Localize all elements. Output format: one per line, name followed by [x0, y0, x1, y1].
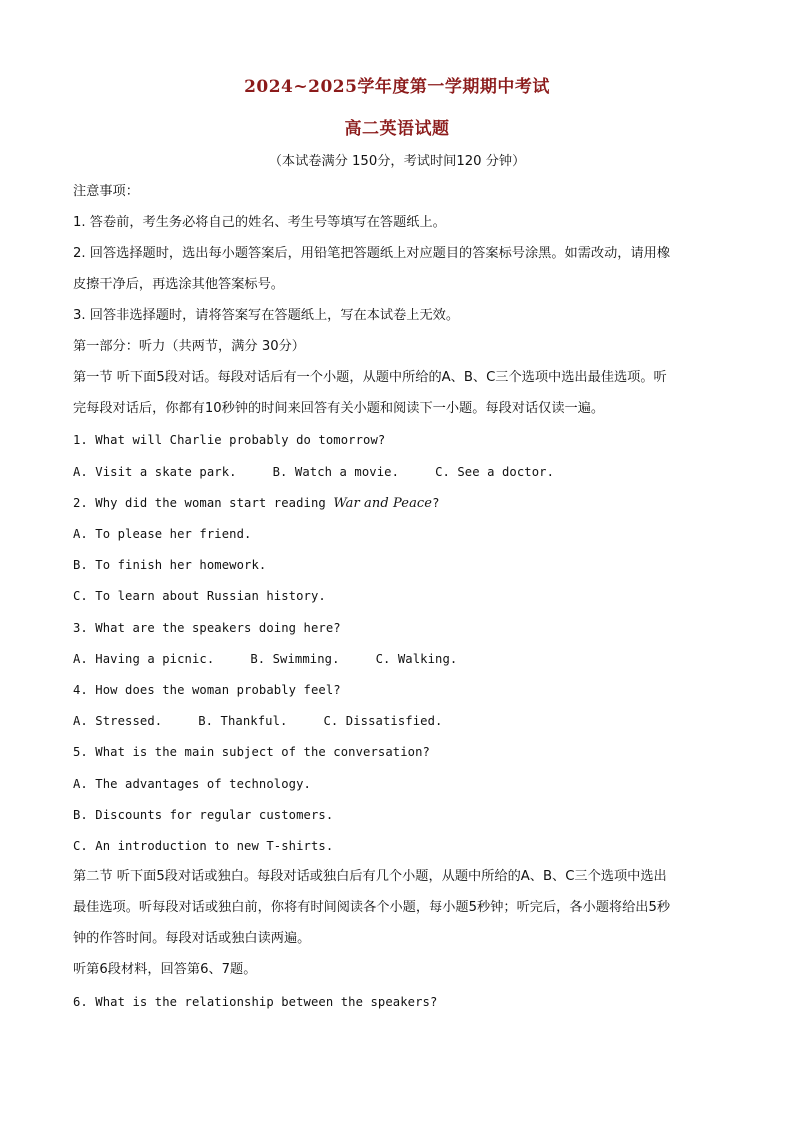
part1-heading: 第一部分：听力（共两节，满分 30分）	[73, 339, 305, 354]
section2-instructions-b: 最佳选项。听每段对话或独白前，你将有时间阅读各个小题，每小题5秒钟；听完后，各小题将给出5秒	[73, 900, 671, 915]
q1-option-b: B. Watch a movie.	[272, 465, 400, 479]
q2-option-a: A. To please her friend.	[73, 527, 252, 541]
q1-option-a: A. Visit a skate park.	[73, 465, 237, 479]
question-6-stem: 6. What is the relationship between the speakers?	[73, 995, 438, 1009]
q3-option-b: B. Swimming.	[250, 652, 340, 666]
q5-option-c: C. An introduction to new T-shirts.	[73, 839, 334, 853]
section1-instructions-a: 第一节 听下面5段对话。每段对话后有一个小题，从题中所给的A、B、C三个选项中选出最佳选项。听	[73, 370, 667, 385]
section1-instructions-b: 完每段对话后，你都有10秒钟的时间来回答有关小题和阅读下一小题。每段对话仅读一遍。	[73, 401, 605, 416]
question-2-stem	[73, 493, 733, 514]
exam-subtitle: 高二英语试题	[344, 119, 450, 139]
instructions-heading: 注意事项：	[73, 184, 139, 199]
section2-instructions-c: 钟的作答时间。每段对话或独白读两遍。	[73, 931, 311, 946]
instruction-item-1: 1. 答卷前，考生务必将自己的姓名、考生号等填写在答题纸上。	[73, 215, 446, 230]
q2-book-title: War and Peace	[333, 496, 433, 511]
instruction-item-2b: 皮擦干净后，再选涂其他答案标号。	[73, 277, 284, 292]
material-6-heading: 听第6段材料，回答第6、7题。	[73, 962, 257, 977]
q2-stem-post: ?	[432, 496, 440, 510]
question-4-options	[73, 711, 733, 731]
instruction-item-3: 3. 回答非选择题时，请将答案写在答题纸上，写在本试卷上无效。	[73, 308, 460, 323]
instruction-item-2a: 2. 回答选择题时，选出每小题答案后，用铅笔把答题纸上对应题目的答案标号涂黑。如需改动，请用橡	[73, 246, 671, 261]
question-1-stem: 1. What will Charlie probably do tomorrow?	[73, 433, 386, 447]
q1-option-c: C. See a doctor.	[435, 465, 555, 479]
q4-option-c: C. Dissatisfied.	[323, 714, 443, 728]
exam-title: 2024~2025学年度第一学期期中考试	[244, 77, 550, 97]
q2-option-b: B. To finish her homework.	[73, 558, 267, 572]
question-5-stem: 5. What is the main subject of the conversation?	[73, 745, 430, 759]
question-3-options	[73, 649, 733, 669]
q4-option-a: A. Stressed.	[73, 714, 163, 728]
q3-option-c: C. Walking.	[375, 652, 458, 666]
q3-option-a: A. Having a picnic.	[73, 652, 215, 666]
q2-option-c: C. To learn about Russian history.	[73, 589, 326, 603]
q5-option-b: B. Discounts for regular customers.	[73, 808, 334, 822]
q5-option-a: A. The advantages of technology.	[73, 777, 311, 791]
section2-instructions-a: 第二节 听下面5段对话或独白。每段对话或独白后有几个小题，从题中所给的A、B、C三个选项中选出	[73, 869, 667, 884]
question-3-stem: 3. What are the speakers doing here?	[73, 621, 341, 635]
q4-option-b: B. Thankful.	[198, 714, 288, 728]
question-1-options	[73, 462, 733, 482]
question-4-stem: 4. How does the woman probably feel?	[73, 683, 341, 697]
q2-stem-pre: 2. Why did the woman start reading	[73, 496, 334, 510]
exam-note: （本试卷满分 150分，考试时间120 分钟）	[268, 154, 526, 169]
